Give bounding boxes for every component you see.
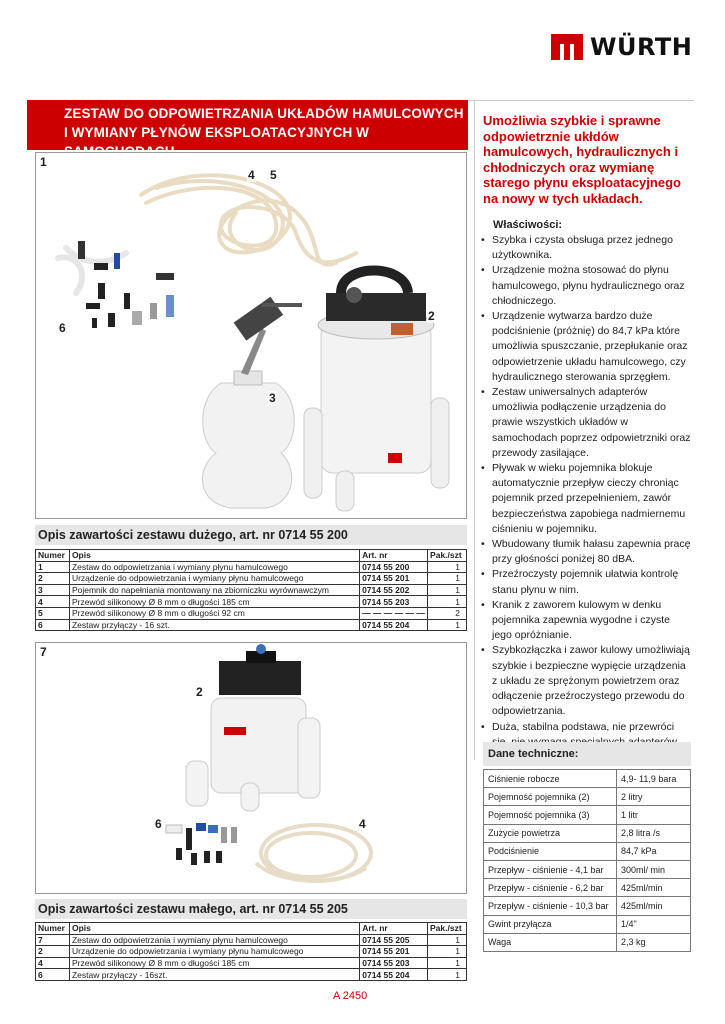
column-divider [474,100,475,760]
list-item: • Duża, stabilna podstawa, nie przewróci [481,720,691,750]
figure-large-set [35,152,467,519]
filling-bottle [202,297,302,508]
cell-num: 6 [36,969,70,981]
col-opis: Opis [69,550,359,562]
intro-text: Umożliwia szybkie i sprawne odpowietrznie ukłdów hamulcowych, hydraulicznych i chłodniczych oraz wymianę starego płynu eksploatacyjnego na nowy w tych układach. [483,113,681,206]
cell-num: 2 [36,946,70,958]
cell-num: 3 [36,584,70,596]
list-item: • Urządzenie wytwarza bardzo duże podciśnienie (próżnię) do 84,7 kPa które umożliwia spuszczanie, przepłukanie oraz odpowietrzenie układu hamulcowego, czy hydraulicznego sterowania sprzęgłem. [481,309,691,385]
tech-value: 425ml/min [617,879,691,897]
tech-label: Pojemność pojemnika (3) [484,806,617,824]
cell-art: 0714 55 204 [360,969,428,981]
list-item: • Szybkozłączka i zawor kulowy umożliwiają szybkie i bezpieczne wypięcie urządzenia z układu ze sprężonym powietrzem oraz odłączenie przeźroczystego przewodu do odpowietrzania. [481,643,691,719]
cell-art: 0714 55 201 [360,946,428,958]
title-line-2: I WYMIANY PŁYNÓW EKSPLOATACYJNYCH W [64,125,370,140]
table-row [484,824,691,842]
table-row [484,897,691,915]
cell-num: 7 [36,934,70,946]
table-row [36,596,467,608]
silicone-hose-coil [256,825,371,881]
list-item: • Wbudowany tłumik hałasu zapewnia pracę przy głośności poniżej 80 dBA. [481,537,691,567]
label-4: 4 [359,817,366,831]
tech-label: Ciśnienie robocze [484,770,617,788]
tech-value: 2,8 litra /s [617,824,691,842]
tech-table [483,769,691,952]
adapter-fittings [166,823,237,865]
tech-value: 425ml/min [617,897,691,915]
brand-name: WÜRTH [590,33,693,61]
cell-num: 5 [36,607,70,619]
label-6: 6 [155,817,162,831]
table-row [484,879,691,897]
table-row [36,957,467,969]
table-row [36,584,467,596]
cell-desc: Zestaw do odpowietrzania i wymiany płynu hamulcowego [69,934,359,946]
table-header-row [36,923,467,935]
label-2: 2 [428,309,435,323]
col-numer: Numer [36,923,70,935]
cell-pak: 1 [428,584,467,596]
cell-desc: Przewód silikonowy Ø 8 mm o długości 92 cm [69,607,359,619]
tech-value: 2 litry [617,788,691,806]
table-row [484,860,691,878]
list-item: • Przeźroczysty pojemnik ułatwia kontrolę stanu płynu w nim. [481,567,691,597]
tech-label: Przepływ - ciśnienie - 6,2 bar [484,879,617,897]
table-row [484,806,691,824]
features-list [481,233,691,750]
label-6: 6 [59,321,66,335]
table-header-row [36,550,467,562]
figure-small-set [35,642,467,894]
table-row [36,969,467,981]
cell-num: 4 [36,596,70,608]
col-art: Art. nr [360,923,428,935]
tech-heading: Dane techniczne: [483,742,691,766]
tech-label: Zużycie powietrza [484,824,617,842]
small-set-heading: Opis zawartości zestawu małego, art. nr 0714 55 205 [35,899,467,919]
title-line-1: ZESTAW DO ODPOWIETRZANIA UKŁADÓW HAMULCOWYCH [64,106,464,121]
cell-pak: 1 [428,619,467,631]
tech-label: Pojemność pojemnika (2) [484,788,617,806]
cell-desc: Pojemnik do napełniania montowany na zbiorniczku wyrównawczym [69,584,359,596]
cell-art: 0714 55 202 [360,584,428,596]
tech-value: 84,7 kPa [617,842,691,860]
tech-label: Przepływ - ciśnienie - 10,3 bar [484,897,617,915]
figure-number: 7 [40,645,47,659]
page-number: A 2450 [333,990,368,1002]
list-item: • Kranik z zaworem kulowym w denku pojemnika zapewnia wygodne i czyste jego opróżnianie. [481,598,691,644]
cell-pak: 1 [428,946,467,958]
table-row [484,788,691,806]
table-row [36,946,467,958]
table-row [36,573,467,585]
cell-desc: Urządzenie do odpowietrzania i wymiany płynu hamulcowego [69,946,359,958]
cell-art: — — — — — — [360,607,428,619]
cell-num: 1 [36,561,70,573]
cell-desc: Zestaw przyłączy - 16szt. [69,969,359,981]
list-item: • Szybka i czysta obsługa przez jednego użytkownika. [481,233,691,263]
silicone-hose-coil [141,175,356,264]
cell-pak: 1 [428,573,467,585]
tech-value: 1 litr [617,806,691,824]
table-row [484,915,691,933]
small-set-illustration [36,643,466,893]
list-item: • Urządzenie można stosować do płynu hamulcowego, płynu hydraulicznego oraz chłodniczego. [481,263,691,309]
table-row [36,619,467,631]
cell-pak: 1 [428,596,467,608]
table-row [36,561,467,573]
col-opis: Opis [69,923,359,935]
tech-value: 300ml/ min [617,860,691,878]
table-row [484,770,691,788]
tech-value: 4,9- 11,9 bara [617,770,691,788]
label-2: 2 [196,685,203,699]
col-pak: Pak./szt [428,923,467,935]
tech-label: Podciśnienie [484,842,617,860]
tech-label: Waga [484,933,617,951]
cell-desc: Zestaw przyłączy - 16 szt. [69,619,359,631]
cell-num: 2 [36,573,70,585]
col-numer: Numer [36,550,70,562]
cell-desc: Przewód silikonowy Ø 8 mm o długości 185 cm [69,596,359,608]
col-art: Art. nr [360,550,428,562]
cell-desc: Przewód silikonowy Ø 8 mm o długości 185 cm [69,957,359,969]
cell-art: 0714 55 203 [360,957,428,969]
cell-num: 4 [36,957,70,969]
cell-pak: 2 [428,607,467,619]
cell-desc: Urządzenie do odpowietrzania i wymiany płynu hamulcowego [69,573,359,585]
label-4: 4 [248,168,255,182]
cell-desc: Zestaw do odpowietrzania i wymiany płynu hamulcowego [69,561,359,573]
large-set-illustration [36,153,466,518]
bleeding-device [304,271,449,512]
wurth-logo-mark-icon [550,30,584,64]
col-pak: Pak./szt [428,550,467,562]
tech-value: 2,3 kg [617,933,691,951]
list-item: • Zestaw uniwersalnych adapterów umożliwia podłączenie urządzenia do prawie wszystkich układów w samochodach poprzez odpowietrzniki oraz przewody zasilające. [481,385,691,461]
cell-num: 6 [36,619,70,631]
small-set-table [35,922,467,981]
tech-value: 1/4" [617,915,691,933]
cell-art: 0714 55 203 [360,596,428,608]
cell-art: 0714 55 204 [360,619,428,631]
tech-label: Gwint przyłącza [484,915,617,933]
cell-art: 0714 55 201 [360,573,428,585]
label-5: 5 [270,168,277,182]
list-item: • Pływak w wieku pojemnika blokuje automatycznie przepływ cieczy chroniąc pojemnik przed przepełnieniem, zawór bezpieczeństwa zapobiega nadmiernemu ciśnieniu w pojemniku. [481,461,691,537]
cell-art: 0714 55 205 [360,934,428,946]
label-3: 3 [269,391,276,405]
large-set-table [35,549,467,631]
table-row [36,607,467,619]
cell-pak: 1 [428,957,467,969]
table-row [484,842,691,860]
large-set-heading: Opis zawartości zestawu dużego, art. nr 0714 55 200 [35,525,467,545]
tech-label: Przepływ - ciśnienie - 4,1 bar [484,860,617,878]
bleeding-device [186,644,320,811]
cell-art: 0714 55 200 [360,561,428,573]
features-title: Właściwości: [493,219,563,231]
cell-pak: 1 [428,561,467,573]
table-row [484,933,691,951]
wurth-logo [550,28,693,68]
cell-pak: 1 [428,969,467,981]
figure-number: 1 [40,155,47,169]
cell-pak: 1 [428,934,467,946]
table-row [36,934,467,946]
